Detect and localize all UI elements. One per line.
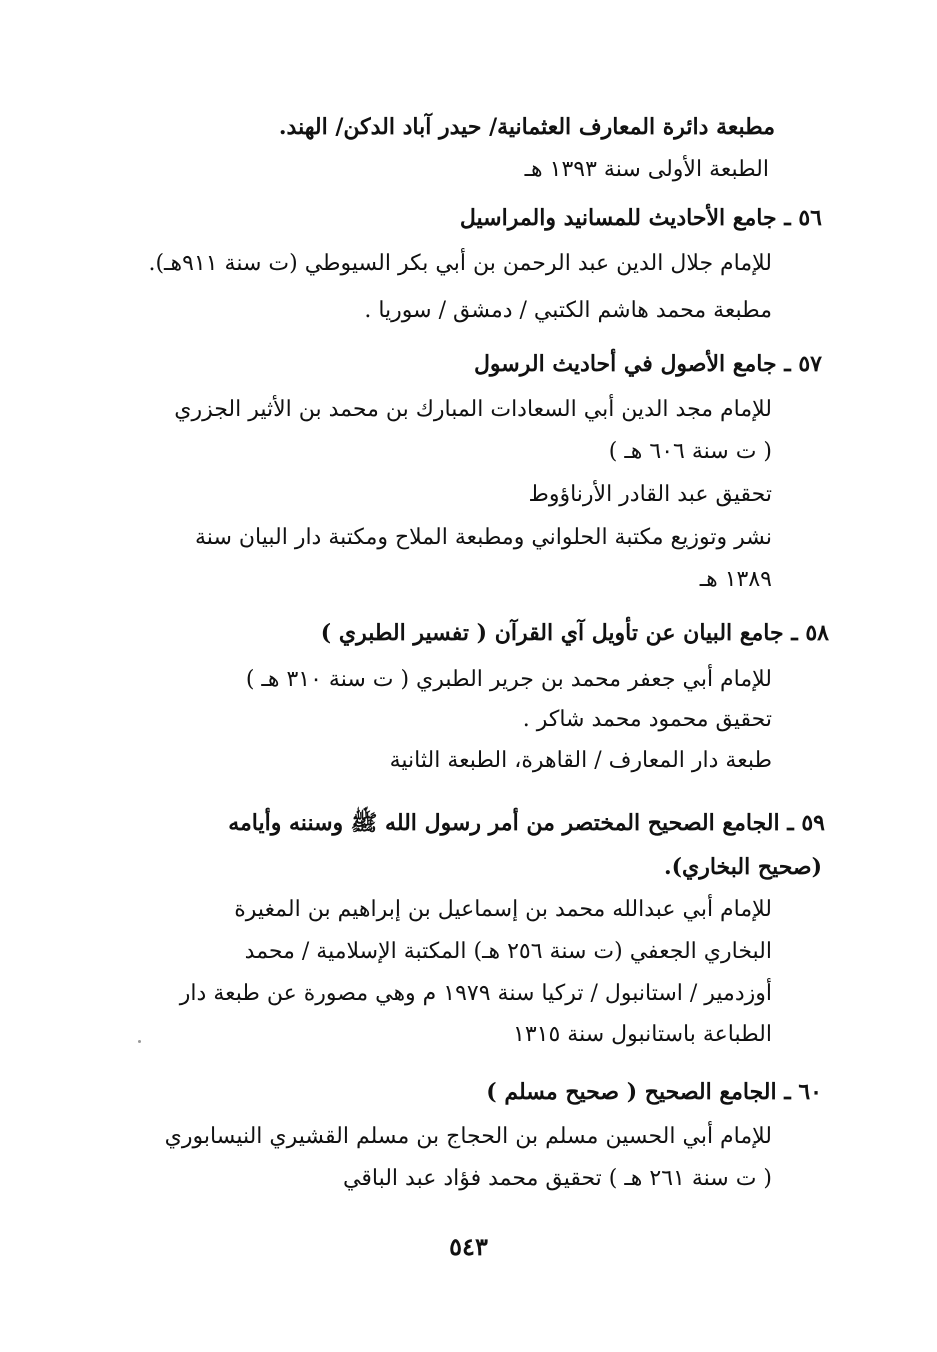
entry-57-line-1: للإمام مجد الدين أبي السعادات المبارك بن محمد بن الأثير الجزري	[174, 397, 772, 422]
entry-58-heading: ٥٨ ـ جامع البيان عن تأويل آي القرآن ( تفسير الطبري )	[320, 620, 829, 646]
entry-57-line-2: ( ت سنة ٦٠٦ هـ )	[608, 439, 772, 464]
entry-56-line-2: مطبعة محمد هاشم الكتبي / دمشق / سوريا .	[364, 298, 772, 323]
entry-59-line-1: للإمام أبي عبدالله محمد بن إسماعيل بن إبراهيم بن المغيرة	[234, 897, 772, 922]
entry-59-heading-1: ٥٩ ـ الجامع الصحيح المختصر من أمر رسول الله ﷺ وسننه وأيامه	[228, 810, 825, 836]
entry-58-line-3: طبعة دار المعارف / القاهرة، الطبعة الثانية	[389, 748, 772, 773]
scan-speck	[138, 1040, 141, 1043]
entry-55-line-1: مطبعة دائرة المعارف العثمانية/ حيدر آباد الدكن/ الهند.	[278, 114, 775, 140]
entry-57-line-4: نشر وتوزيع مكتبة الحلواني ومطبعة الملاح ومكتبة دار البيان سنة	[195, 525, 772, 550]
entry-59-line-4: الطباعة باستانبول سنة ١٣١٥	[513, 1022, 772, 1047]
entry-59-heading-2: (صحيح البخاري).	[663, 854, 822, 880]
entry-60-line-1: للإمام أبي الحسين مسلم بن الحجاج بن مسلم القشيري النيسابوري	[164, 1124, 772, 1149]
entry-60-heading: ٦٠ ـ الجامع الصحيح ( صحيح مسلم )	[486, 1079, 822, 1105]
entry-59-line-2: البخاري الجعفي (ت سنة ٢٥٦ هـ) المكتبة الإسلامية / محمد	[244, 939, 772, 964]
page-number: ٥٤٣	[449, 1232, 488, 1261]
entry-58-line-2: تحقيق محمود محمد شاكر .	[522, 707, 772, 732]
entry-59-line-3: أوزدمير / استانبول / تركيا سنة ١٩٧٩ م وهي مصورة عن طبعة دار	[179, 981, 772, 1006]
entry-57-line-5: ١٣٨٩ هـ	[699, 567, 772, 592]
entry-56-heading: ٥٦ ـ جامع الأحاديث للمسانيد والمراسيل	[459, 205, 822, 231]
entry-58-line-1: للإمام أبي جعفر محمد بن جرير الطبري ( ت سنة ٣١٠ هـ )	[245, 667, 772, 692]
entry-56-line-1: للإمام جلال الدين عبد الرحمن بن أبي بكر السيوطي (ت سنة ٩١١هـ).	[148, 251, 772, 276]
entry-57-line-3: تحقيق عبد القادر الأرناؤوط	[528, 482, 772, 507]
entry-55-line-2: الطبعة الأولى سنة ١٣٩٣ هـ	[524, 157, 769, 182]
entry-60-line-2: ( ت سنة ٢٦١ هـ ) تحقيق محمد فؤاد عبد الباقي	[343, 1166, 772, 1191]
entry-57-heading: ٥٧ ـ جامع الأصول في أحاديث الرسول	[473, 351, 822, 377]
